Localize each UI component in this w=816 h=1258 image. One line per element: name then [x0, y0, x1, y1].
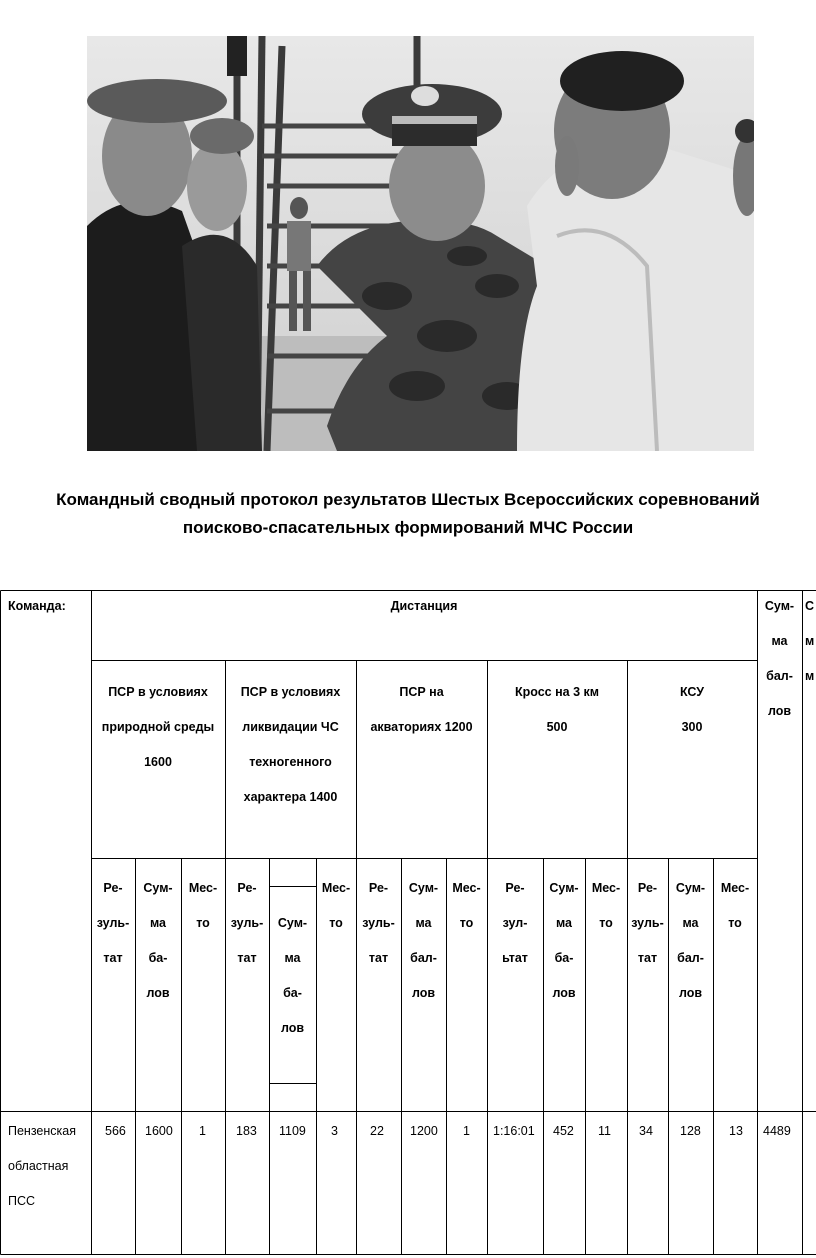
table-cell: 452	[553, 1124, 574, 1138]
table-cell: 1	[463, 1124, 470, 1138]
table-cell: 34	[639, 1124, 653, 1138]
sub-place-1: Мес- то	[188, 881, 218, 930]
group-header-natural: ПСР в условиях природной среды 1600	[101, 685, 215, 769]
table-cell: 128	[680, 1124, 701, 1138]
group-header-water: ПСР на акваториях 1200	[370, 685, 473, 734]
table-cell: 1109	[279, 1124, 306, 1138]
total-points-value: 4489	[763, 1124, 791, 1138]
group-header-technogenic: ПСР в условиях ликвидации ЧС техногенного характера 1400	[240, 685, 341, 804]
document-title-line2: поисково-спасательных формирований МЧС России	[182, 518, 634, 537]
document-title-line1: Командный сводный протокол результатов Шестых Всероссийских соревнований	[56, 490, 760, 509]
sub-place-2: Мес- то	[321, 881, 351, 930]
sub-result-4: Ре- зул- ьтат	[502, 881, 528, 965]
table-cell: 1200	[410, 1124, 438, 1138]
team-name: Пензенская областная ПСС	[8, 1124, 76, 1208]
table-cell: 566	[105, 1124, 126, 1138]
table-cell: 1	[199, 1124, 206, 1138]
group-header-cross: Кросс на 3 км 500	[514, 685, 599, 734]
sub-sum-3: Сум- ма бал- лов	[408, 881, 439, 1000]
team-header: Команда:	[8, 599, 66, 613]
sub-result-3: Ре- зуль- тат	[362, 881, 395, 965]
sub-result-1: Ре- зуль- тат	[96, 881, 130, 965]
sub-result-2: Ре- зуль- тат	[230, 881, 264, 965]
distance-header: Дистанция	[390, 599, 458, 613]
event-photo	[87, 36, 754, 451]
total-points-header: Сум- ма бал- лов	[764, 599, 795, 718]
sub-place-3: Мес- то	[452, 881, 481, 930]
group-header-ksu: КСУ 300	[679, 685, 705, 734]
sub-sum-4: Сум- ма ба- лов	[549, 881, 579, 1000]
table-cell: 1:16:01	[493, 1124, 535, 1138]
sub-sum-2: Сум- ма ба- лов	[277, 916, 308, 1035]
table-cell: 3	[331, 1124, 338, 1138]
table-cell: 1600	[145, 1124, 173, 1138]
sub-result-5: Ре- зуль- тат	[631, 881, 664, 965]
sub-sum-1: Сум- ма ба- лов	[143, 881, 173, 1000]
sub-sum-5: Сум- ма бал- лов	[675, 881, 706, 1000]
table-cell: 183	[236, 1124, 257, 1138]
place-header: С м м	[805, 599, 815, 683]
photo-icon	[87, 36, 754, 451]
sub-place-5: Мес- то	[720, 881, 750, 930]
table-cell: 11	[598, 1124, 611, 1138]
table-cell: 22	[370, 1124, 384, 1138]
table-cell: 13	[729, 1124, 743, 1138]
sub-place-4: Мес- то	[591, 881, 621, 930]
